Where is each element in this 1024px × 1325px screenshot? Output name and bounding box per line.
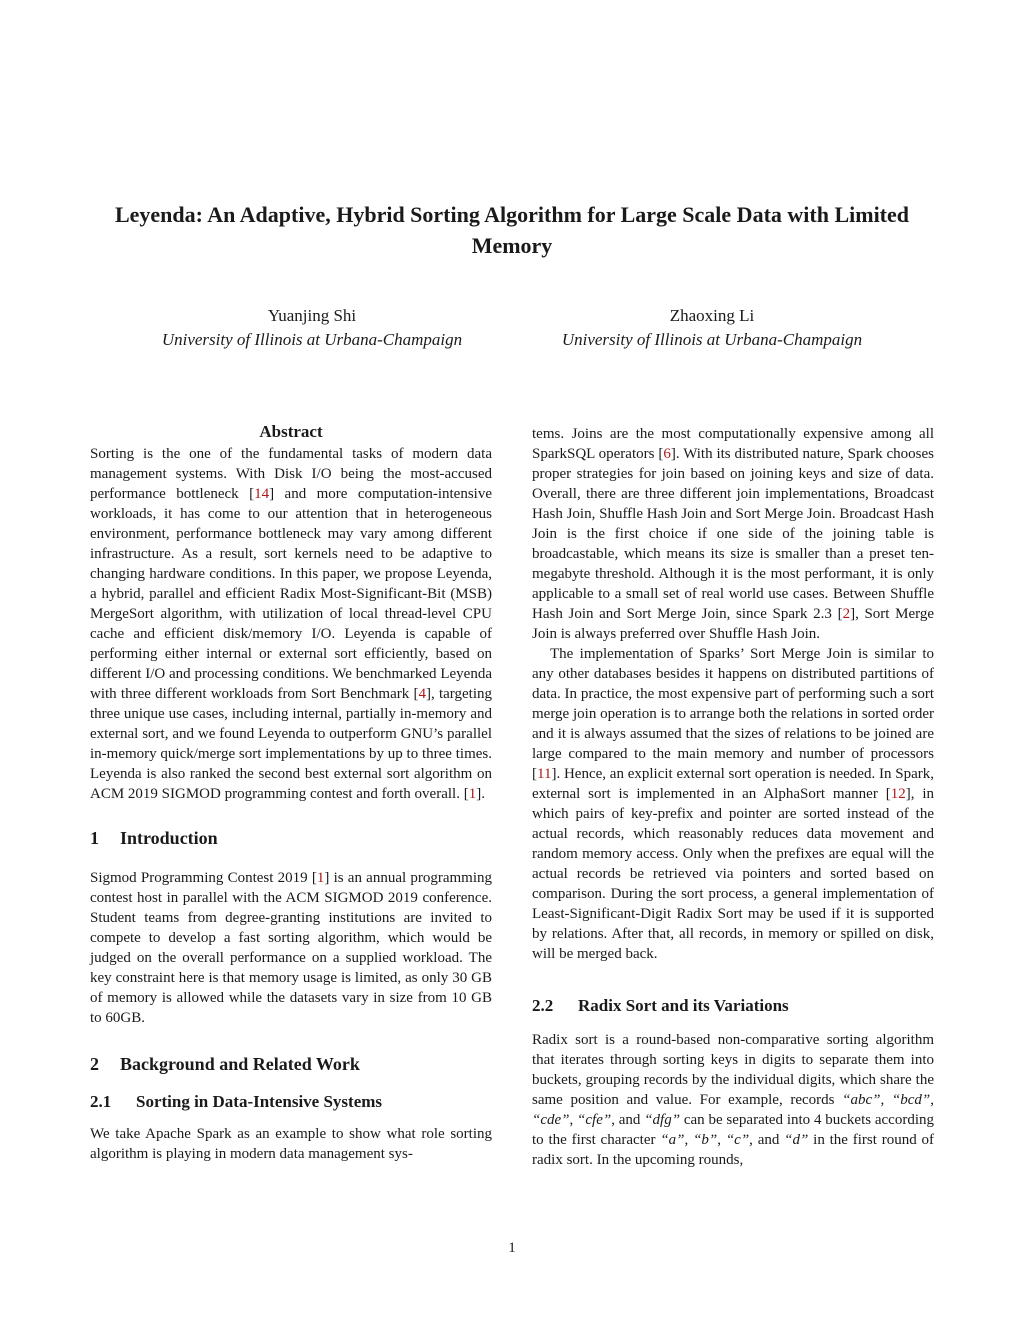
abstract-heading: Abstract	[259, 422, 323, 441]
section-heading-introduction: 1 Introduction	[90, 828, 218, 848]
author-affiliation: University of Illinois at Urbana-Champaign	[561, 330, 863, 349]
sorting-paragraph: We take Apache Spark as an example to show what role sorting algorithm is playing in modern data management sys-	[90, 1126, 492, 1162]
introduction-paragraph: Sigmod Programming Contest 2019 [1] is an annual programming contest host in parallel with the ACM SIGMOD 2019 conference. Student teams from degree-granting institutions are invited to compete to develop a fast sorting algorithm, which would be judged on the overall performance on a supplied workload. The key constraint here is that memory usage is limited, as only 30 GB of memory is allowed while the datasets vary in size from 10 GB to 60GB.	[90, 870, 492, 1026]
citation-link[interactable]: 12	[890, 786, 906, 802]
author-name: Yuanjing Shi	[267, 306, 357, 325]
section-heading-background: 2 Background and Related Work	[90, 1054, 360, 1074]
author-block-2	[502, 304, 922, 352]
author-name: Zhaoxing Li	[669, 306, 755, 325]
abstract-text: Sorting is the one of the fundamental tasks of modern data management systems. With Disk I/O being the most-accused performance bottleneck [14] and more computation-intensive workloads, it has come to our attention that in heterogeneous environment, performance bottleneck may vary among different infrastructure. As a result, sort kernels need to be adaptive to changing hardware conditions. In this paper, we propose Leyenda, a hybrid, parallel and efficient Radix Most-Significant-Bit (MSB) MergeSort algorithm, with utilization of local thread-level CPU cache and efficient disk/memory I/O. Leyenda is capable of performing either internal or external sort efficiently, based on different I/O and processing conditions. We benchmarked Leyenda with three different workloads from Sort Benchmark [4], targeting three unique use cases, including internal, partially in-memory and external sort, and we found Leyenda to outperform GNU’s parallel in-memory quick/merge sort implementations by up to three times. Leyenda is also ranked the second best external sort algorithm on ACM 2019 SIGMOD programming contest and forth overall. [1].	[90, 446, 492, 802]
citation-link[interactable]: 14	[254, 486, 270, 502]
left-column	[90, 420, 492, 1164]
citation-link[interactable]: 11	[537, 766, 552, 782]
subsection-heading-radix: 2.2 Radix Sort and its Variations	[532, 996, 789, 1015]
page-number: 1	[508, 1240, 516, 1256]
sort-merge-paragraph: The implementation of Sparks’ Sort Merge Join is similar to any other databases besides it happens on distributed partitions of data. In practice, the most expensive part of performing such a sort merge join operation is to arrange both the relations in sorted order and it is always assumed that the sizes of relations to be joined are large compared to the main memory and number of processors [11]. Hence, an explicit external sort operation is needed. In Spark, external sort is implemented in an AlphaSort manner [12], in which pairs of key-prefix and pointer are sorted instead of the actual records, which reasonably reduces data movement and random memory access. Only when the prefixes are equal will the actual records be retrieved via pointers and sorted based on comparison. During the sort process, a general implementation of Least-Significant-Digit Radix Sort may be used if it is supported by relations. After that, all records, in memory or spilled on disk, will be merged back.	[532, 646, 934, 962]
author-block-1	[102, 304, 522, 352]
citation-link[interactable]: 1	[468, 786, 477, 802]
citation-link[interactable]: 6	[663, 446, 671, 462]
author-affiliation: University of Illinois at Urbana-Champaign	[161, 330, 463, 349]
citation-link[interactable]: 1	[316, 870, 325, 886]
radix-paragraph: Radix sort is a round-based non-comparative sorting algorithm that iterates through sorting keys in digits to separate them into buckets, grouping records by the individual digits, which share the same position and value. For example, records “abc”, “bcd”, “cde”, “cfe”, and “dfg” can be separated into 4 buckets according to the first character “a”, “b”, “c”, and “d” in the first round of radix sort. In the upcoming rounds,	[532, 1032, 935, 1168]
sorting-paragraph-continued: tems. Joins are the most computationally expensive among all SparkSQL operators [6]. With its distributed nature, Spark chooses proper strategies for join based on joining keys and size of data. Overall, there are three different join implementations, Broadcast Hash Join, Shuffle Hash Join and Sort Merge Join. Broadcast Hash Join is the first choice if one side of the joining table is broadcastable, which means its size is smaller than a preset ten-megabyte threshold. Although it is the most performant, it is only applicable to a small set of real world use cases. Between Shuffle Hash Join and Sort Merge Join, since Spark 2.3 [2], Sort Merge Join is always preferred over Shuffle Hash Join.	[532, 426, 934, 642]
citation-link[interactable]: 2	[842, 606, 851, 622]
paper-title: Leyenda: An Adaptive, Hybrid Sorting Algorithm for Large Scale Data with Limited Memory	[114, 202, 910, 258]
right-column	[532, 424, 934, 1170]
subsection-heading-sorting: 2.1 Sorting in Data-Intensive Systems	[90, 1092, 383, 1111]
citation-link[interactable]: 4	[418, 686, 426, 702]
